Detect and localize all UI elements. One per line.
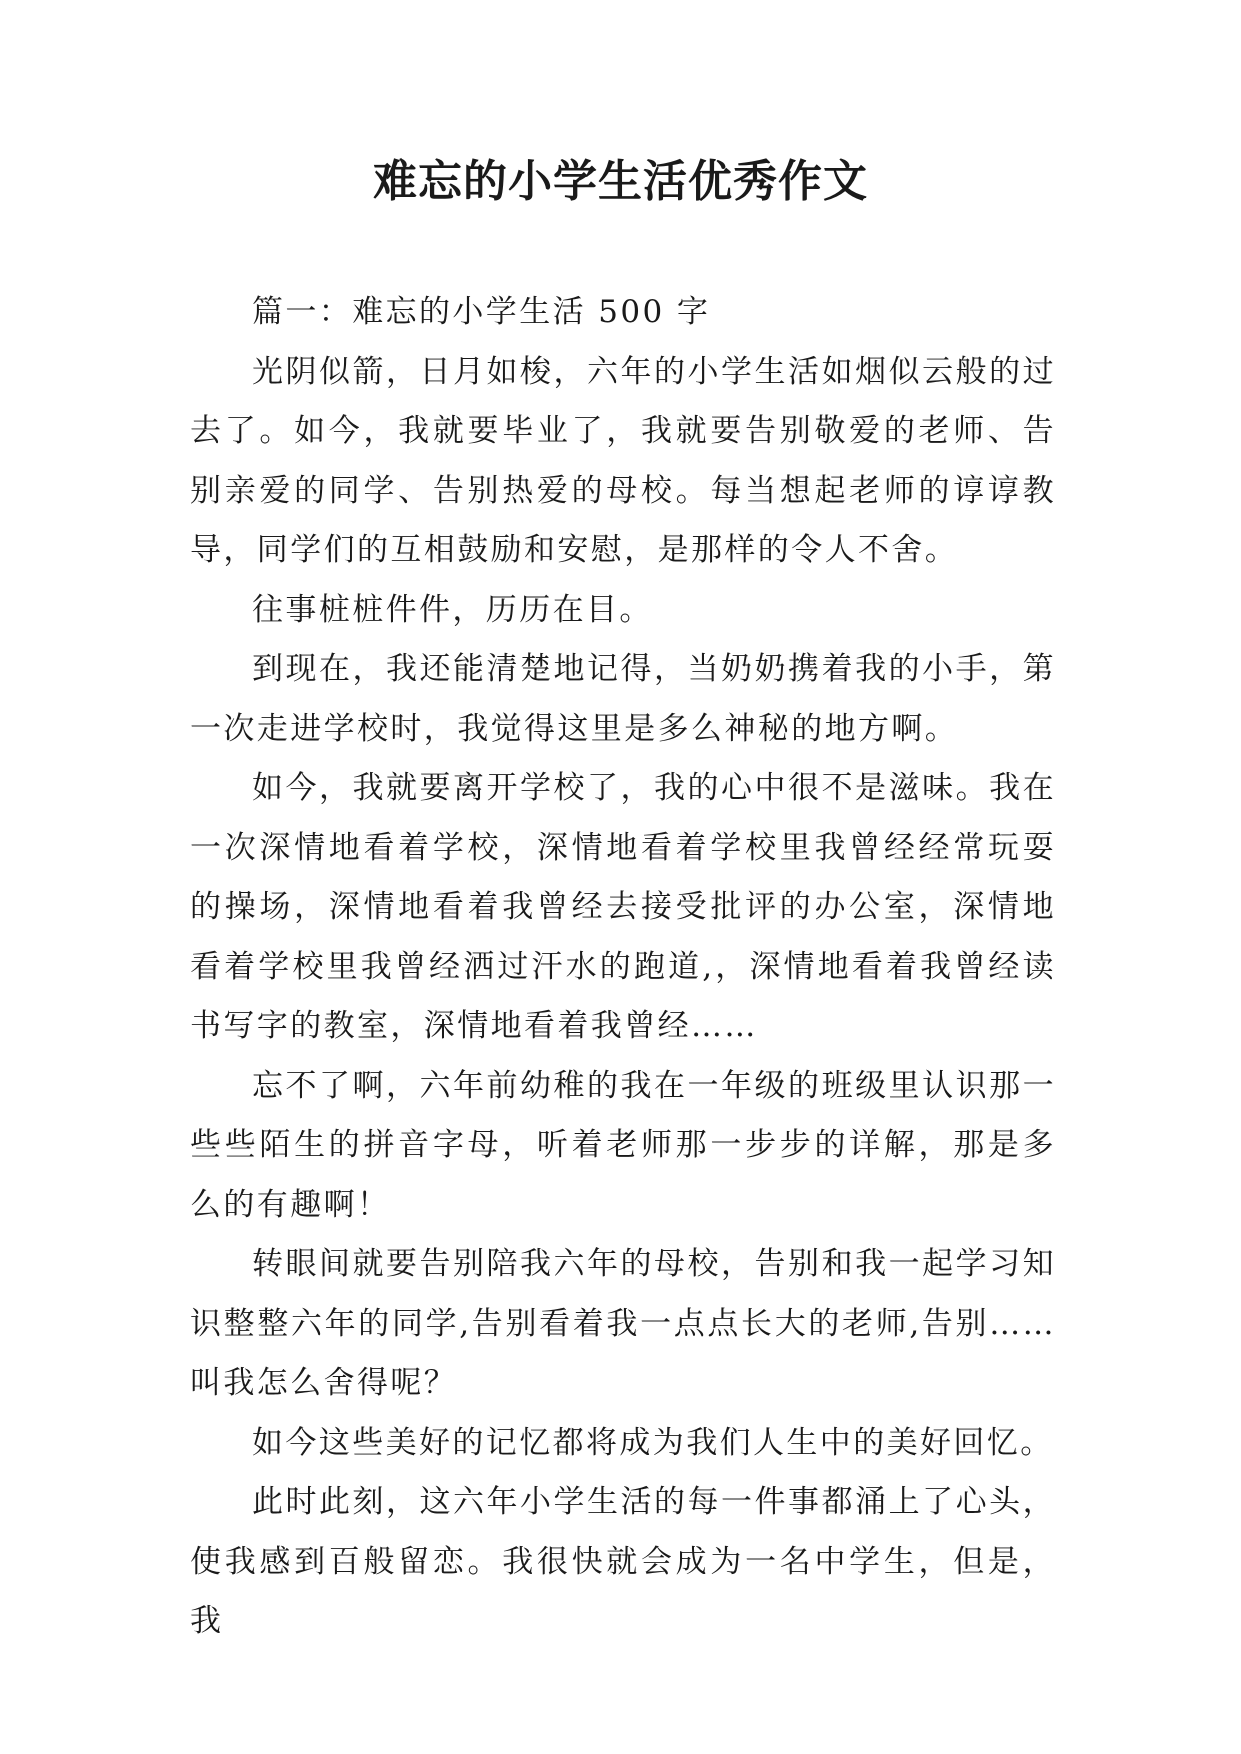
paragraph: 此时此刻，这六年小学生活的每一件事都涌上了心头，使我感到百般留恋。我很快就会成为一名中学生，但是，我: [190, 1484, 1056, 1639]
paragraph: 如今，我就要离开学校了，我的心中很不是滋味。我在一次深情地看着学校，深情地看着学校里我曾经经常玩耍的操场，深情地看着我曾经去接受批评的办公室，深情地看着学校里我曾经洒过汗水的跑道,，深情地看着我曾经读书写字的教室，深情地看着我曾经……: [190, 770, 1056, 1044]
paragraph: 往事桩桩件件，历历在目。: [252, 591, 653, 628]
paragraph: 到现在，我还能清楚地记得，当奶奶携着我的小手，第一次走进学校时，我觉得这里是多么神秘的地方啊。: [190, 651, 1056, 747]
paragraph: 忘不了啊，六年前幼稚的我在一年级的班级里认识那一些些陌生的拼音字母，听着老师那一步步的详解，那是多么的有趣啊！: [190, 1067, 1056, 1223]
paragraph: 光阴似箭，日月如梭，六年的小学生活如烟似云般的过去了。如今，我就要毕业了，我就要告别敬爱的老师、告别亲爱的同学、告别热爱的母校。每当想起老师的谆谆教导，同学们的互相鼓励和安慰，是那样的令人不舍。: [190, 353, 1056, 568]
paragraph: 转眼间就要告别陪我六年的母校，告别和我一起学习知识整整六年的同学,告别看着我一点点长大的老师,告别……叫我怎么舍得呢？: [190, 1246, 1056, 1401]
document-body: [190, 283, 1056, 1652]
paragraph-section-heading: 篇一：难忘的小学生活 500 字: [252, 294, 711, 330]
document-title: 难忘的小学生活优秀作文: [373, 156, 868, 207]
paragraph: 如今这些美好的记忆都将成为我们人生中的美好回忆。: [252, 1424, 1054, 1461]
